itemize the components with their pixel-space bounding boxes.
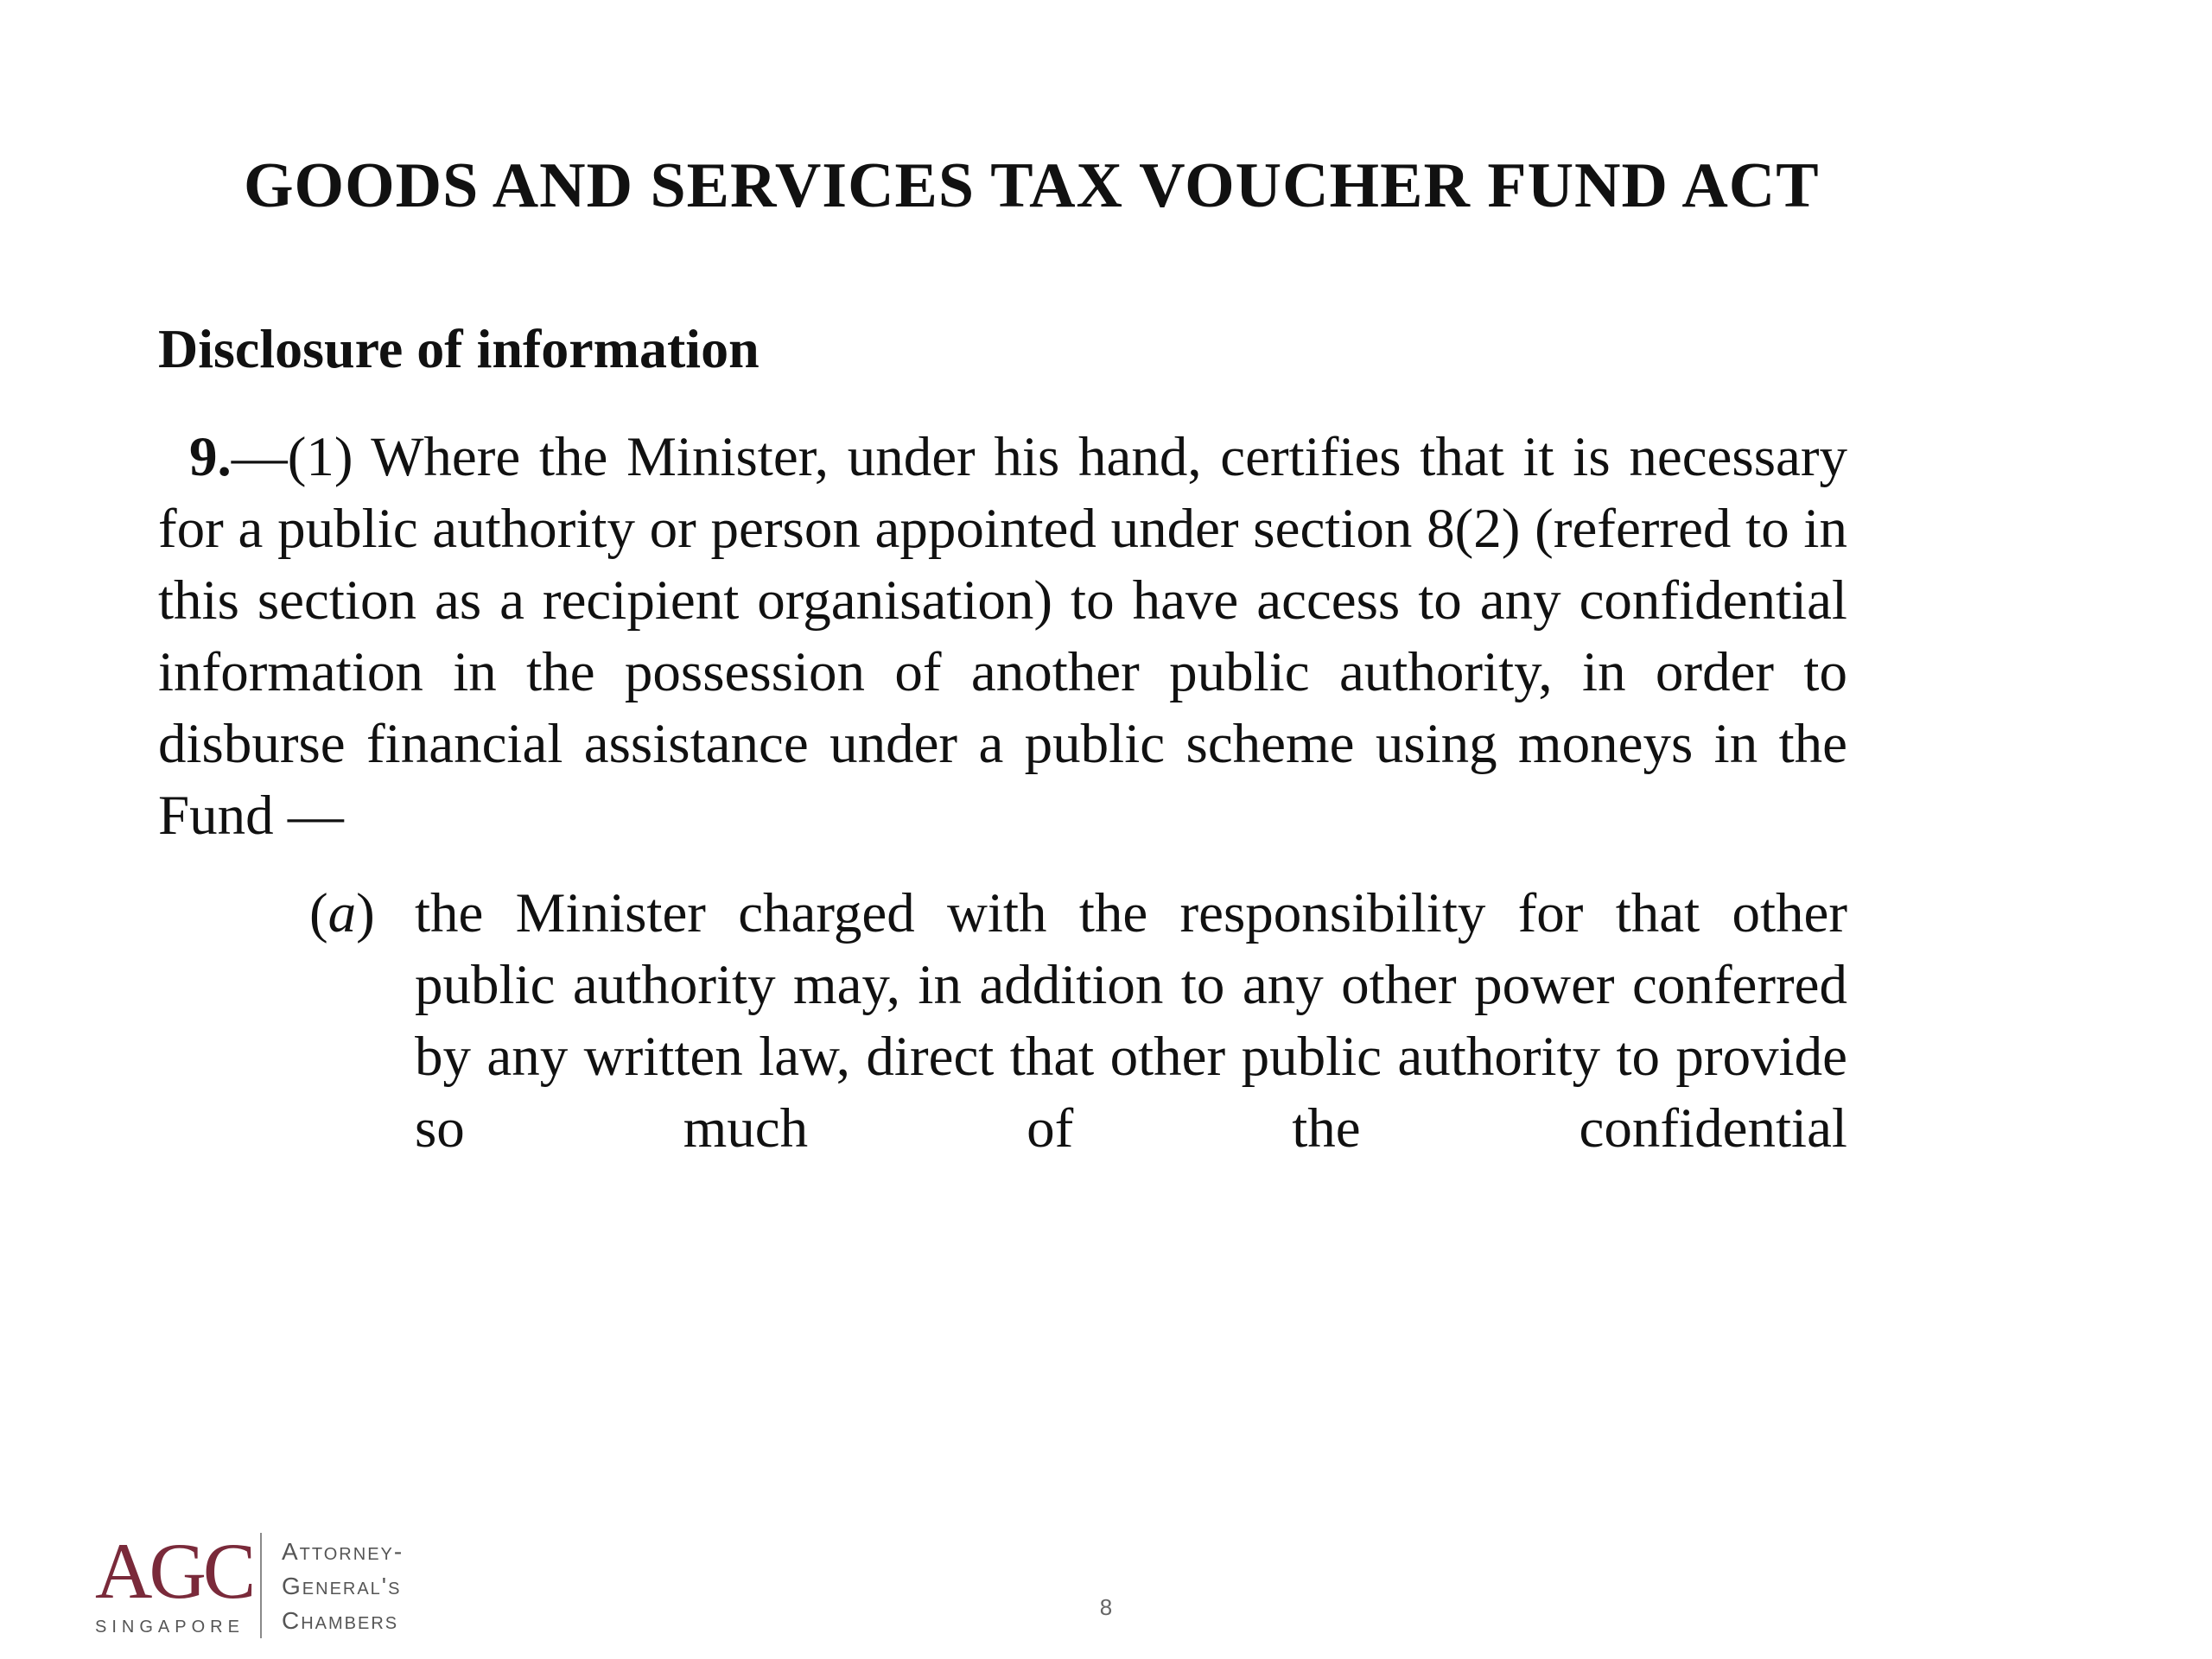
section-number: 9. <box>189 426 232 488</box>
subsection-text: —(1) Where the Minister, under his hand, certifies that it is necessary for a public authority or person appointed under section 8(2) (referred to in this section as a recipient organisation) to have access to any confidential information in the possession of another public authority, in order to disburse financial assistance under a public scheme using moneys in the Fund — <box>158 426 1847 847</box>
paragraph-letter: a <box>327 882 357 944</box>
logo-wordmark <box>282 1535 404 1638</box>
page-number: 8 <box>1099 1594 1113 1620</box>
logo-divider <box>260 1533 262 1638</box>
paragraph-text: the Minister charged with the responsibility for that other public authority may, in addition to any other power conferred by any written law, direct that other public authority to provide so much of the confidential <box>415 882 1847 1160</box>
section-heading: Disclosure of information <box>158 318 760 379</box>
subsection-1 <box>158 422 1847 852</box>
logo-subtitle: SINGAPORE <box>95 1618 245 1637</box>
logo-line-3: Chambers <box>282 1607 399 1634</box>
logo-line-2: General's <box>282 1573 402 1599</box>
agc-logo <box>93 1527 456 1643</box>
logo-line-1: Attorney- <box>282 1538 404 1565</box>
act-title: GOODS AND SERVICES TAX VOUCHER FUND ACT <box>244 150 1820 221</box>
paragraph-label: (a) <box>309 882 375 944</box>
logo-mark: AGC <box>95 1527 253 1615</box>
